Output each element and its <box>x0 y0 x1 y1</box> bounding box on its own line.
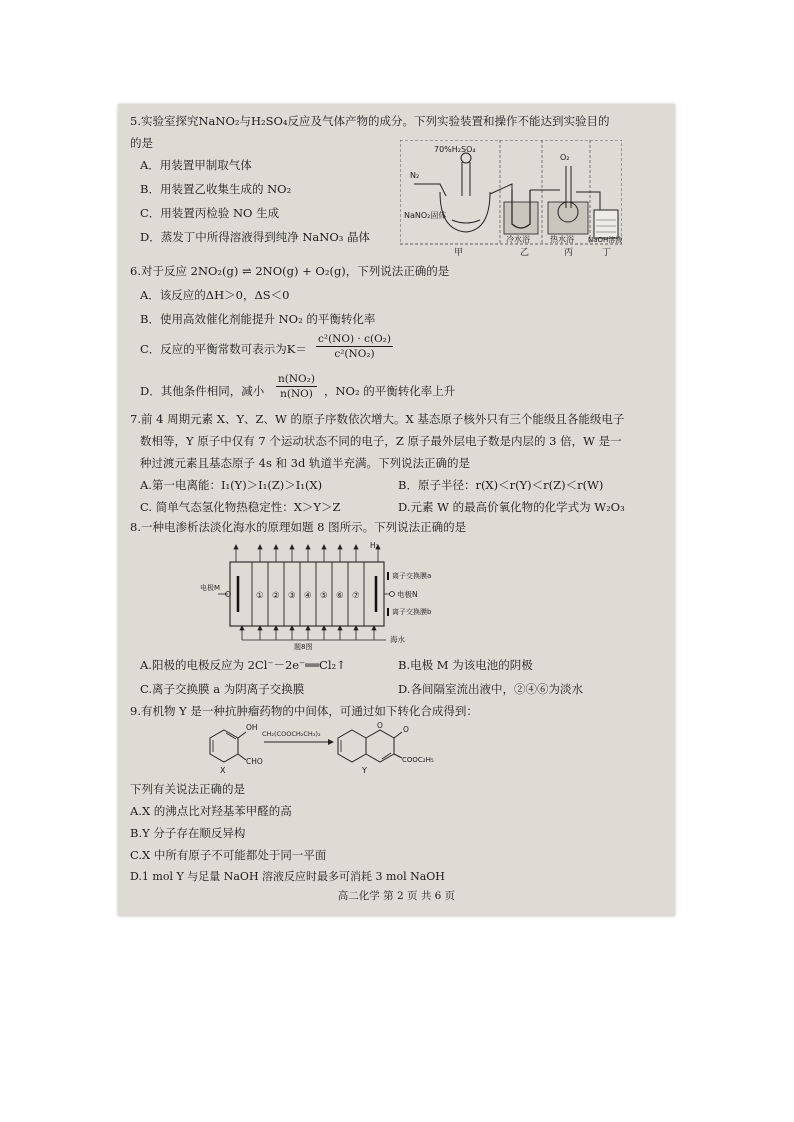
solid-label: NaNO₂固体 <box>404 211 447 220</box>
o2-label: O₂ <box>560 153 570 162</box>
electrode-n-label: 电极N <box>397 590 418 599</box>
q9-option-d: D.1 mol Y 与足量 NaOH 溶液反应时最多可消耗 3 mol NaOH <box>130 870 445 883</box>
h2-label: H₂ <box>370 541 379 550</box>
q6-d-denominator: n(NO) <box>280 388 313 400</box>
q6-option-b: B．使用高效催化剂能提升 NO₂ 的平衡转化率 <box>140 312 376 326</box>
q9-option-a: A.X 的沸点比对羟基苯甲醛的高 <box>130 804 292 818</box>
figure-caption: 题8图 <box>294 643 313 650</box>
electrode-m-label: 电极M <box>200 584 221 592</box>
q6-d-fraction <box>276 372 317 401</box>
x-label: X <box>220 766 226 774</box>
q8-stem: 8.一种电渗析法淡化海水的原理如题 8 图所示。下列说法正确的是 <box>130 520 467 534</box>
y-label: Y <box>362 766 367 774</box>
compartment-1: ① <box>256 591 264 601</box>
label-yi: 乙 <box>520 248 530 258</box>
compartment-6: ⑥ <box>336 591 344 601</box>
label-jia: 甲 <box>454 248 464 258</box>
q9-lead: 下列有关说法正确的是 <box>130 782 245 796</box>
exam-page <box>118 104 675 916</box>
y-keto-oxygen: O <box>403 725 409 734</box>
q7-stem-line2: 数相等，Y 原子中仅有 7 个运动状态不同的电子，Z 原子最外层电子数是内层的 3 倍，W 是一 <box>140 434 622 448</box>
compartment-2: ② <box>272 591 280 601</box>
q6-option-d-prefix: D．其他条件相同，减小 <box>140 384 265 398</box>
q5-stem-line2: 的是 <box>130 136 153 150</box>
q7-stem-line1: 7.前 4 周期元素 X、Y、Z、W 的原子序数依次增大。X 基态原子核外只有三个能级且各能级电子 <box>130 412 625 426</box>
compartment-4: ④ <box>304 591 312 601</box>
q5-option-b: B．用装置乙收集生成的 NO₂ <box>140 182 292 196</box>
compartment-3: ③ <box>288 591 296 601</box>
q5-option-c: C．用装置丙检验 NO 生成 <box>140 206 280 220</box>
q6-option-c: C．反应的平衡常数可表示为K＝ <box>140 342 307 356</box>
reagent-label: CH₂(COOCH₂CH₃)₂ <box>262 730 321 738</box>
q8-electrodialysis-figure <box>198 540 438 650</box>
page-footer: 高二化学 第 2 页 共 6 页 <box>337 890 456 902</box>
label-bing: 丙 <box>564 248 574 258</box>
q8-option-c: C.离子交换膜 a 为阴离子交换膜 <box>140 682 305 696</box>
q5-option-d: D．蒸发丁中所得溶液得到纯净 NaNO₃ 晶体 <box>140 230 371 244</box>
q6-stem: 6.对于反应 2NO₂(g) ⇌ 2NO(g) + O₂(g)，下列说法正确的是 <box>130 264 450 278</box>
membrane-b-label: 离子交换膜b <box>392 608 432 616</box>
q5-option-a: A．用装置甲制取气体 <box>140 158 252 172</box>
q8-option-a: A.阳极的电极反应为 2Cl⁻－2e⁻══Cl₂↑ <box>140 658 346 672</box>
y-ester-label: COOC₂H₅ <box>402 756 434 764</box>
membrane-a-label: 离子交换膜a <box>392 572 432 580</box>
q9-option-b: B.Y 分子存在顺反异构 <box>130 826 246 840</box>
q7-option-b: B．原子半径：r(X)＜r(Y)＜r(Z)＜r(W) <box>398 478 604 492</box>
x-oh-label: OH <box>246 723 258 732</box>
q6-c-fraction <box>316 332 393 361</box>
q8-option-b: B.电极 M 为该电池的阴极 <box>398 658 533 672</box>
seawater-label: 海水 <box>390 635 405 644</box>
q9-option-c: C.X 中所有原子不可能都处于同一平面 <box>130 848 327 862</box>
n2-label: N₂ <box>410 171 420 180</box>
q7-stem-line3: 种过渡元素且基态原子 4s 和 3d 轨道半充满。下列说法正确的是 <box>140 456 471 470</box>
q9-reaction-scheme <box>198 718 438 774</box>
q6-d-numerator: n(NO₂) <box>278 373 315 385</box>
q9-stem: 9.有机物 Y 是一种抗肿瘤药物的中间体，可通过如下转化合成得到： <box>130 704 478 718</box>
q7-option-a: A.第一电离能：I₁(Y)＞I₁(Z)＞I₁(X) <box>140 478 323 492</box>
q7-option-c: C. 简单气态氢化物热稳定性：X＞Y＞Z <box>140 500 341 514</box>
q7-option-d: D.元素 W 的最高价氧化物的化学式为 W₂O₃ <box>398 500 625 514</box>
y-ring-oxygen: O <box>377 721 383 730</box>
naoh-label: NaOH溶液 <box>588 236 622 244</box>
q6-c-numerator: c²(NO) · c(O₂) <box>318 333 391 345</box>
hot-bath-label: 热水浴 <box>550 235 574 244</box>
cold-bath-label: 冷水浴 <box>506 235 530 244</box>
compartment-5: ⑤ <box>320 591 328 601</box>
q8-option-d: D.各间隔室流出液中，②④⑥为淡水 <box>398 682 583 696</box>
compartment-7: ⑦ <box>352 591 360 601</box>
q6-option-a: A．该反应的ΔH＞0，ΔS＜0 <box>140 288 290 302</box>
acid-label: 70%H₂SO₄ <box>434 145 476 154</box>
q5-stem-line1: 5.实验室探究NaNO₂与H₂SO₄反应及气体产物的成分。下列实验装置和操作不能达到实验目的 <box>130 114 610 128</box>
x-cho-label: CHO <box>246 757 263 766</box>
q6-option-d-suffix: ，NO₂ 的平衡转化率上升 <box>324 384 456 398</box>
q6-c-denominator: c²(NO₂) <box>334 348 375 360</box>
label-ding: 丁 <box>602 248 612 258</box>
q5-apparatus-figure <box>400 140 622 258</box>
